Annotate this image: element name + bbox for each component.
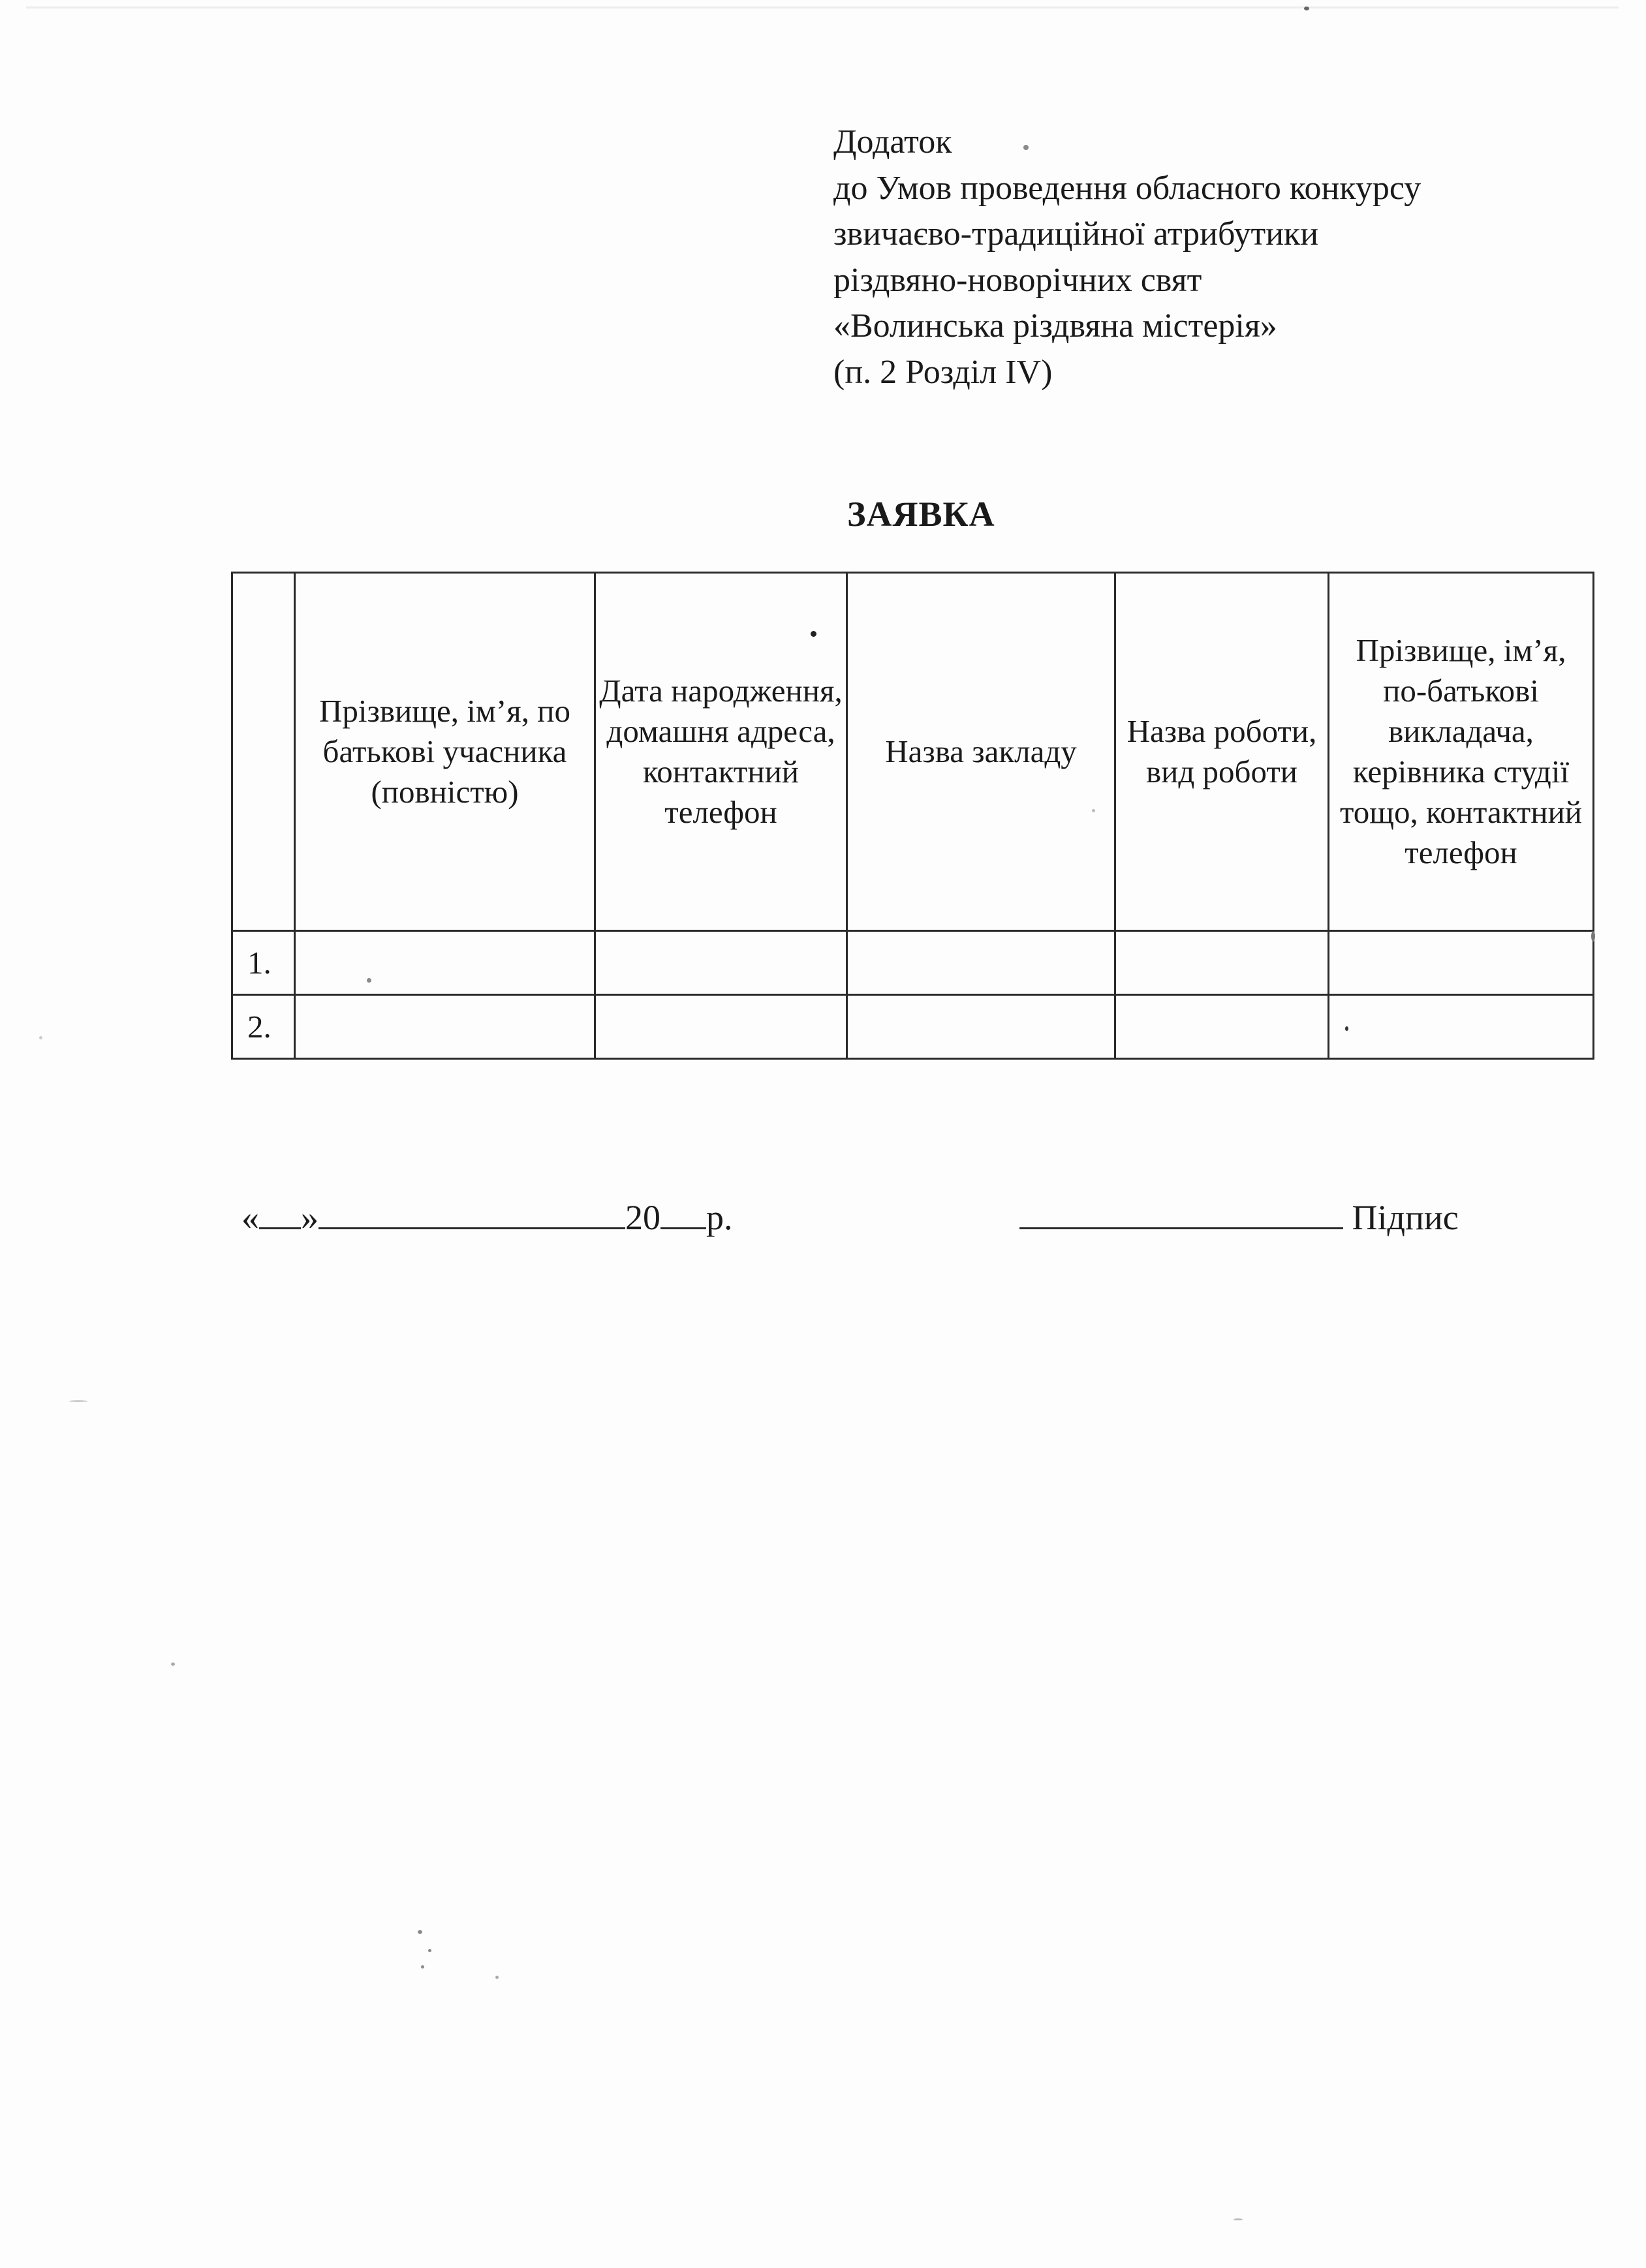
date-close-quote: » [301,1198,318,1237]
header-work-title-type: Назва роботи, вид роботи [1115,573,1329,931]
table-row [232,995,1594,1059]
scan-speck [367,978,371,983]
row-number: 2. [232,995,295,1059]
appendix-line: до Умов проведення обласного конкурсу [833,169,1421,207]
year-suffix: р. [706,1198,733,1237]
table-cell[interactable] [847,995,1115,1059]
document-title: ЗАЯВКА [847,495,995,534]
appendix-line: Додаток [833,123,952,161]
table-cell[interactable] [595,931,847,995]
scan-speck [1234,2218,1243,2220]
scan-speck [171,1663,175,1666]
appendix-line: (п. 2 Розділ IV) [833,353,1053,391]
appendix-line: звичаєво-традиційної атрибутики [833,215,1319,253]
table-cell[interactable] [1329,931,1594,995]
scan-speck [69,1400,87,1402]
scan-speck [39,1036,42,1039]
header-number [232,573,295,931]
scan-speck [1304,7,1309,10]
header-teacher-contact: Прізвище, ім’я, по-батькові викладача, керівника студії тощо, контактний телефон [1329,573,1594,931]
scan-speck [418,1930,422,1934]
table-cell[interactable] [1329,995,1594,1059]
year-blank[interactable] [660,1196,706,1229]
date-line [241,1196,733,1238]
header-participant-name: Прізвище, ім’я, по батькові учасника (повністю) [295,573,595,931]
table-cell[interactable] [847,931,1115,995]
table-cell[interactable] [595,995,847,1059]
scan-speck [811,631,816,637]
scan-speck [1092,809,1095,812]
appendix-line: «Волинська різдвяна містерія» [833,307,1277,345]
table-cell[interactable] [295,931,595,995]
table-cell[interactable] [1115,931,1329,995]
appendix-note [833,119,1551,395]
table-header-row [232,573,1594,931]
appendix-line: різдвяно-новорічних свят [833,261,1202,299]
scan-speck [1591,931,1595,942]
scan-speck [428,1949,431,1952]
scan-speck [495,1976,499,1979]
day-blank[interactable] [259,1196,301,1229]
application-table [231,572,1592,1060]
table-cell[interactable] [295,995,595,1059]
scan-speck [421,1965,424,1969]
table-row [232,931,1594,995]
year-prefix: 20 [625,1198,660,1237]
signature-label: Підпис [1352,1198,1459,1237]
month-blank[interactable] [318,1196,625,1229]
scan-speck [1023,145,1029,150]
header-institution: Назва закладу [847,573,1115,931]
scan-edge [26,7,1619,8]
scan-speck [1345,1026,1348,1031]
table-cell[interactable] [1115,995,1329,1059]
signature-line [1019,1196,1459,1238]
row-number: 1. [232,931,295,995]
signature-blank[interactable] [1019,1196,1343,1229]
date-open-quote: « [241,1198,259,1237]
header-birth-address-phone: Дата народження, домашня адреса, контактний телефон [595,573,847,931]
